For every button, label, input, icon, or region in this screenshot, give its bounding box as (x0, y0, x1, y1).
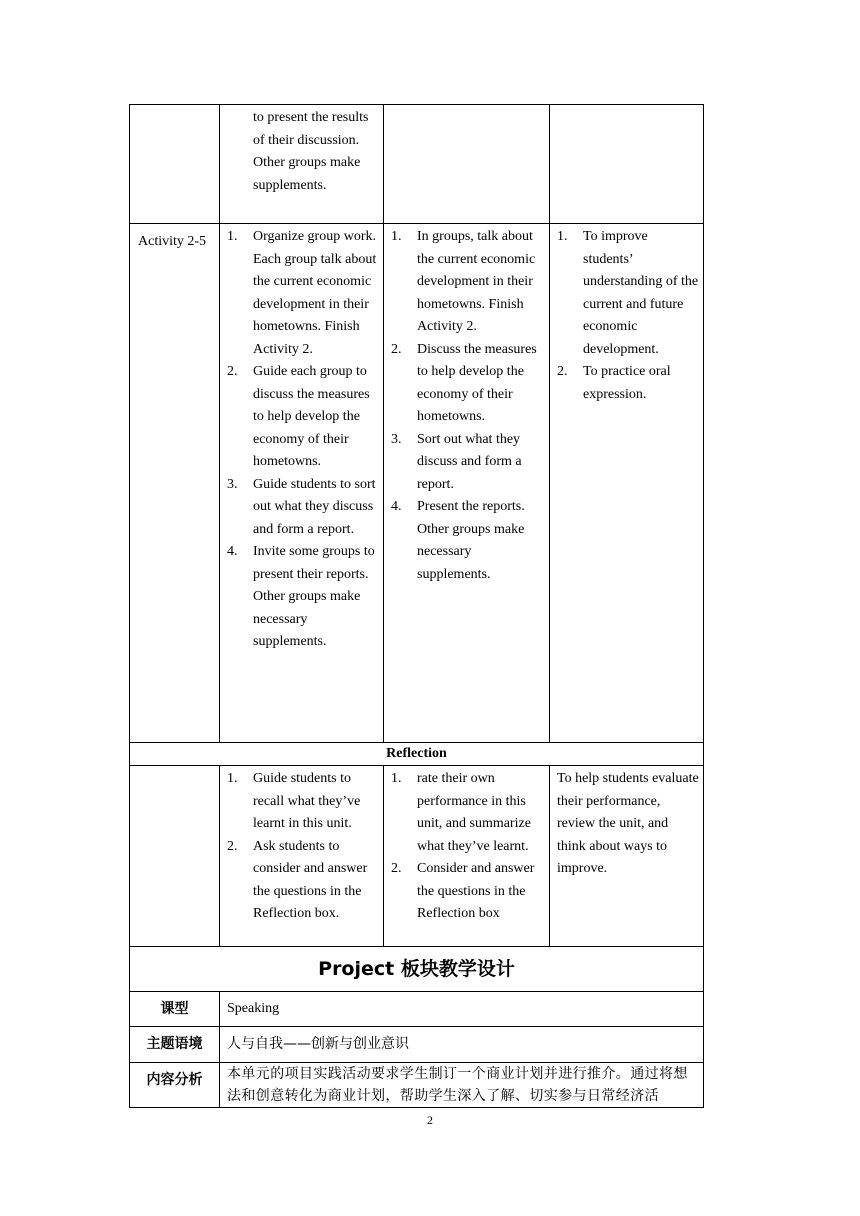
table-row (130, 224, 704, 743)
table-row (130, 105, 704, 224)
reflection-heading: Reflection (130, 743, 704, 766)
table-row (130, 947, 704, 992)
lesson-plan-table (129, 104, 704, 1108)
purpose-cell (550, 105, 704, 224)
list-item: 4. Invite some groups to present their reports. Other groups make necessary supplements. (227, 544, 375, 649)
project-title: Project 板块教学设计 (130, 947, 704, 992)
lesson-type-label: 课型 (130, 992, 220, 1027)
table-row (130, 1027, 704, 1063)
list-item: 1. rate their own performance in this unit, and summarize what they’ve learnt. (391, 771, 531, 854)
teacher-activity-cell (220, 766, 384, 947)
activity-cell (130, 766, 220, 947)
content-analysis-label: 内容分析 (130, 1063, 220, 1108)
table-row (130, 743, 704, 766)
list-item: 2. Guide each group to discuss the measures to help develop the economy of their hometowns. (227, 364, 370, 469)
teacher-activity-text: to present the results of their discussion. Other groups make supplements. (253, 110, 369, 193)
teacher-activity-cell (220, 224, 384, 743)
reflection-teacher-list (227, 768, 379, 926)
purpose-list (557, 226, 699, 406)
purpose-cell (550, 766, 704, 947)
theme-context-value: 人与自我——创新与创业意识 (220, 1027, 704, 1063)
student-activity-cell (384, 766, 550, 947)
list-item: 2. Discuss the measures to help develop the economy of their hometowns. (391, 341, 537, 424)
list-item: 1. Guide students to recall what they’ve learnt in this unit. (227, 771, 361, 831)
reflection-student-list (391, 768, 545, 926)
teacher-activity-cell (220, 105, 384, 224)
list-item: 2. To practice oral expression. (557, 364, 671, 402)
student-activity-cell (384, 224, 550, 743)
list-item: 2. Consider and answer the questions in the Reflection box (391, 861, 535, 921)
lesson-type-value: Speaking (220, 992, 704, 1027)
theme-context-label: 主题语境 (130, 1027, 220, 1063)
content-analysis-value: 本单元的项目实践活动要求学生制订一个商业计划并进行推介。通过将想法和创意转化为商业计划，帮助学生深入了解、切实参与日常经济活 (220, 1063, 704, 1108)
purpose-cell (550, 224, 704, 743)
page-number: 2 (427, 1113, 433, 1127)
activity-name: Activity 2-5 (138, 234, 207, 249)
table-row (130, 1063, 704, 1108)
list-item: 1. In groups, talk about the current economic development in their hometowns. Finish Activity 2. (391, 229, 536, 334)
table-row (130, 766, 704, 947)
list-item: 1. To improve students’ understanding of the current and future economic development. (557, 229, 699, 357)
reflection-purpose-text: To help students evaluate their performance, review the unit, and think about ways to improve. (557, 771, 699, 876)
student-activity-cell (384, 105, 550, 224)
list-item: 4. Present the reports. Other groups make necessary supplements. (391, 499, 525, 582)
list-item: 1. Organize group work. Each group talk about the current economic development in their hometowns. Finish Activity 2. (227, 229, 377, 357)
activity-cell (130, 224, 220, 743)
list-item: 3. Sort out what they discuss and form a report. (391, 431, 522, 492)
teacher-activity-list (227, 226, 379, 654)
list-item: 3. Guide students to sort out what they discuss and form a report. (227, 476, 376, 537)
table-row (130, 992, 704, 1027)
list-item: 2. Ask students to consider and answer the questions in the Reflection box. (227, 838, 368, 921)
student-activity-list (391, 226, 545, 586)
activity-cell (130, 105, 220, 224)
